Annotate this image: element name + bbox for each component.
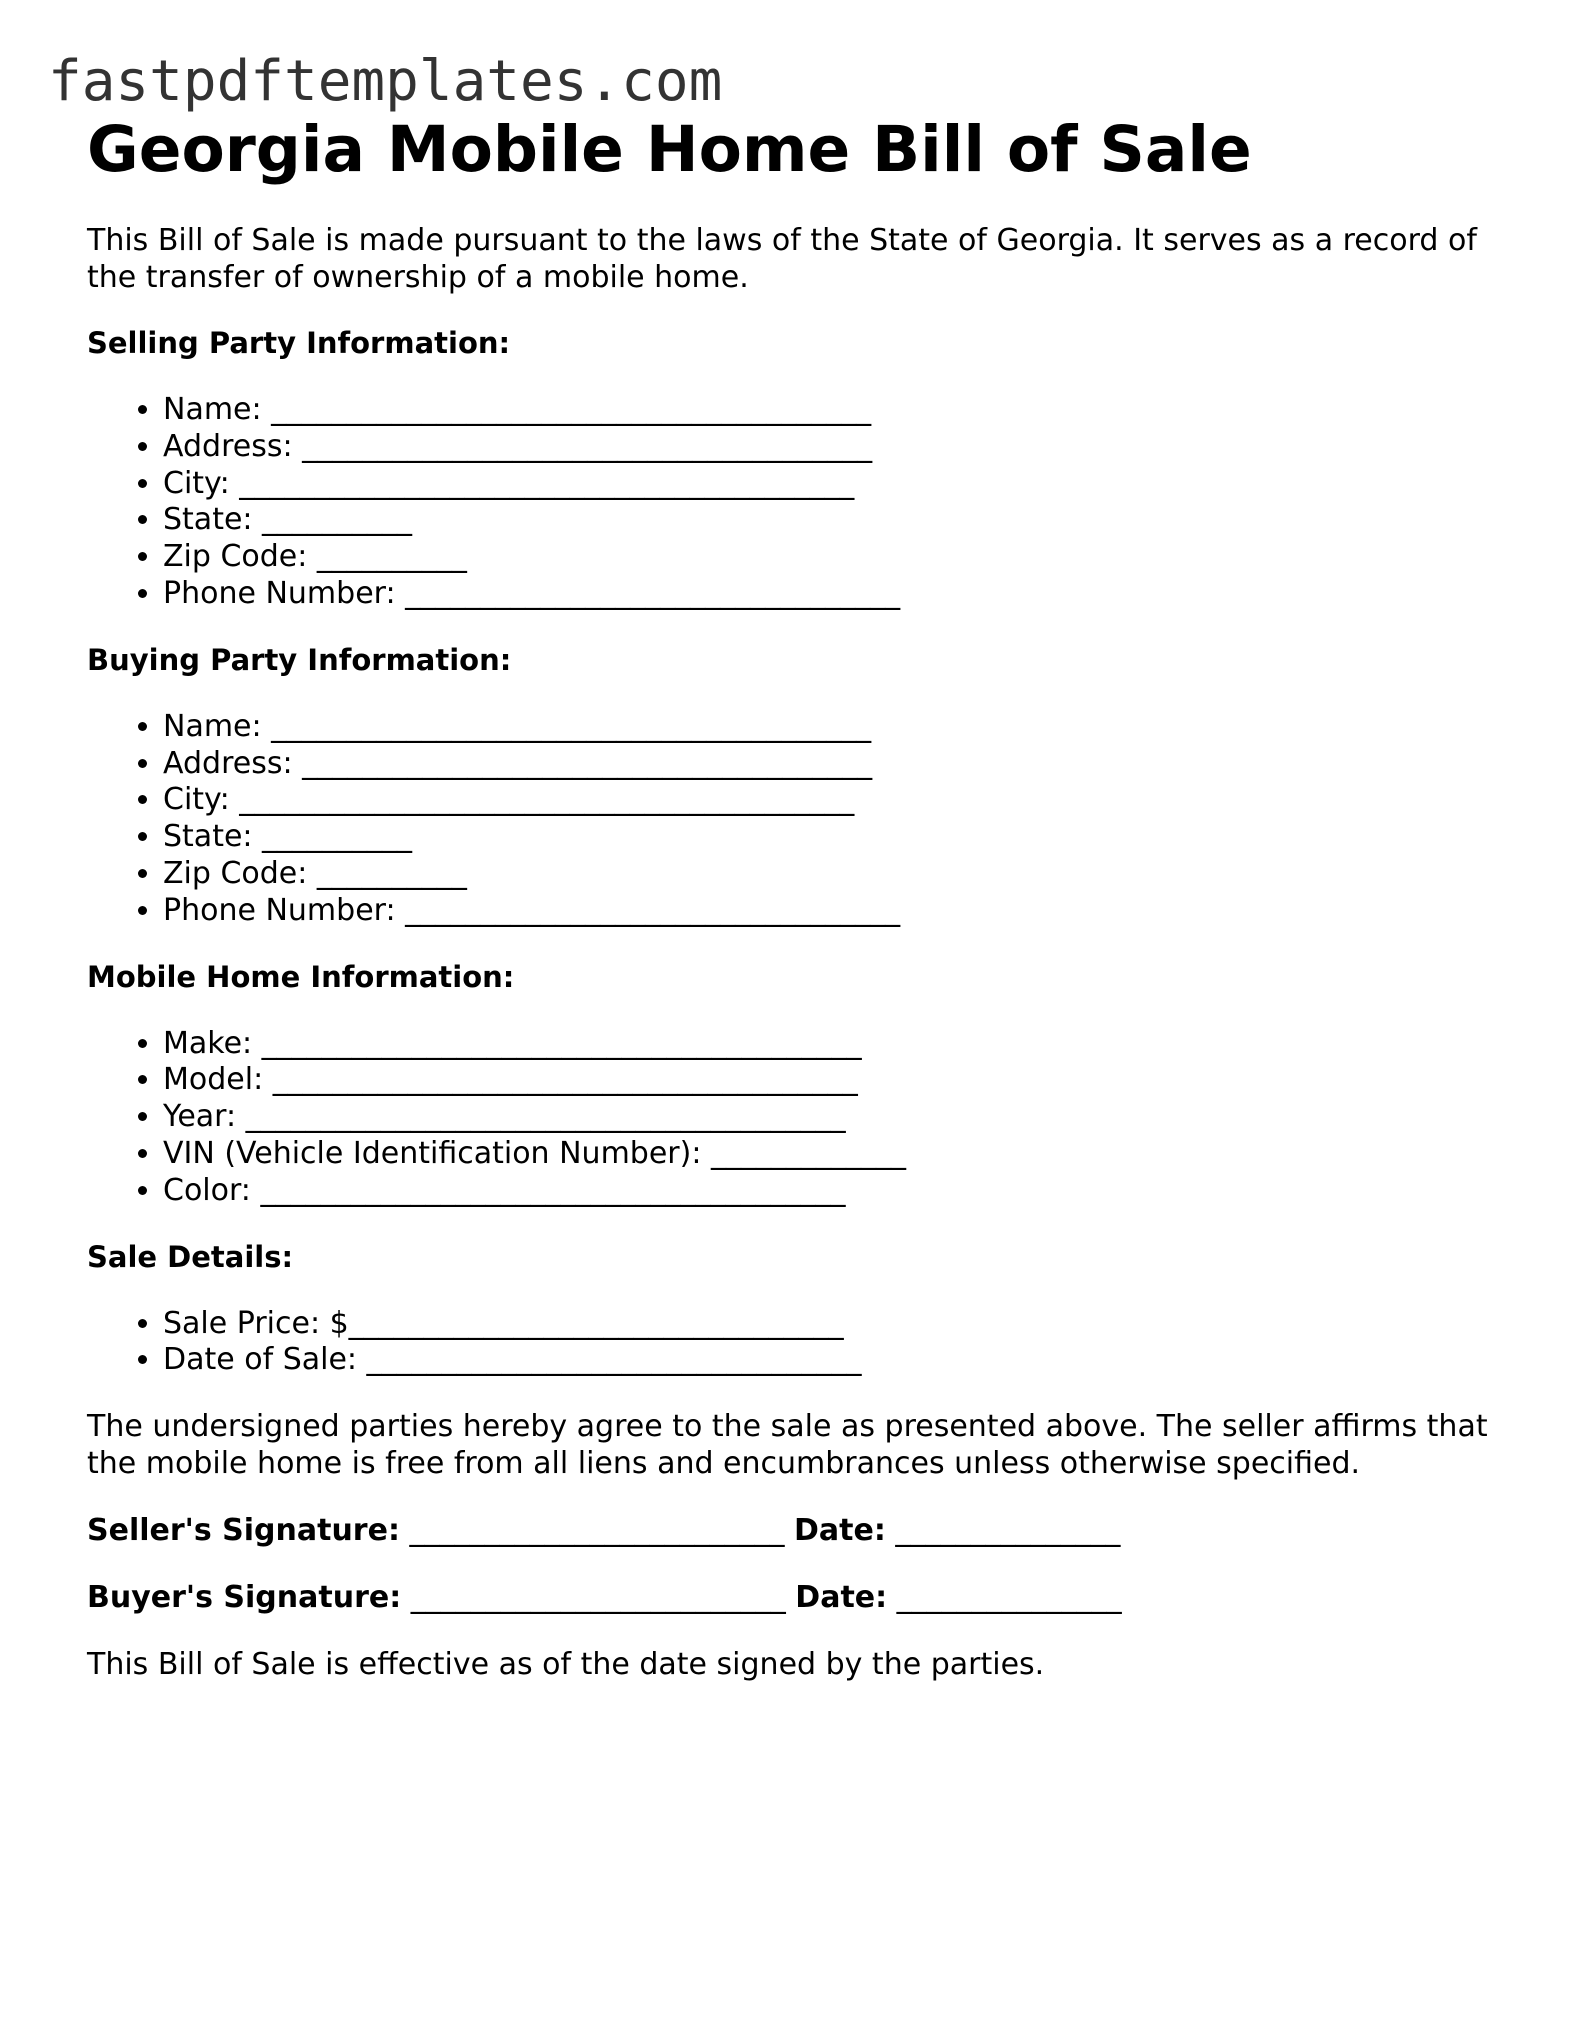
vin-field[interactable]: • VIN (Vehicle Identification Number): _____________ (163, 1136, 1497, 1173)
sale-date-field[interactable]: • Date of Sale: _________________________________ (163, 1342, 1497, 1379)
buyer-city-field[interactable]: • City: _________________________________________ (163, 782, 1497, 819)
effective-statement: This Bill of Sale is effective as of the date signed by the parties. (87, 1647, 1045, 1683)
buyer-signature-label: Buyer's Signature: (87, 1580, 402, 1616)
mobile-home-field-list (87, 1026, 1497, 1210)
document-body (87, 108, 1497, 1683)
year-field[interactable]: • Year: ________________________________________ (163, 1099, 1497, 1136)
seller-date-label: Date: (794, 1513, 886, 1549)
buyer-zip-field[interactable]: • Zip Code: __________ (163, 856, 1497, 893)
seller-section-heading: Selling Party Information: (87, 326, 511, 360)
buyer-date-label: Date: (795, 1580, 888, 1616)
model-field[interactable]: • Model: _______________________________________ (163, 1062, 1497, 1099)
sale-section-heading: Sale Details: (87, 1239, 294, 1274)
sale-price-field[interactable]: • Sale Price: $_________________________________ (163, 1306, 1497, 1343)
buyer-field-list (87, 709, 1497, 930)
seller-name-field[interactable]: • Name: ________________________________________ (163, 392, 1497, 429)
intro-paragraph: This Bill of Sale is made pursuant to the laws of the State of Georgia. It serves as a record of the transfer of ownership of a mobile home. (87, 223, 1477, 295)
buyer-phone-field[interactable]: • Phone Number: _________________________________ (163, 893, 1497, 930)
buyer-signature-line (87, 1579, 1497, 1616)
seller-signature-label: Seller's Signature: (87, 1513, 400, 1549)
seller-signature-field[interactable]: _________________________ (399, 1513, 795, 1549)
agreement-paragraph: The undersigned parties hereby agree to the sale as presented above. The seller affirms that the mobile home is free from all liens and encumbrances unless otherwise specified. (87, 1409, 1488, 1482)
seller-phone-field[interactable]: • Phone Number: _________________________________ (163, 576, 1497, 613)
seller-zip-field[interactable]: • Zip Code: __________ (163, 539, 1497, 576)
buyer-section-heading: Buying Party Information: (87, 642, 512, 677)
buyer-date-field[interactable]: _______________ (887, 1580, 1122, 1616)
watermark-text: fastpdftemplates.com (48, 49, 723, 114)
mobile-home-section-heading: Mobile Home Information: (87, 959, 515, 994)
buyer-state-field[interactable]: • State: __________ (163, 819, 1497, 856)
seller-signature-line (87, 1512, 1497, 1549)
seller-state-field[interactable]: • State: __________ (163, 502, 1497, 539)
buyer-signature-field[interactable]: _________________________ (401, 1580, 796, 1616)
seller-field-list (87, 392, 1497, 613)
buyer-name-field[interactable]: • Name: ________________________________________ (163, 709, 1497, 746)
color-field[interactable]: • Color: _______________________________________ (163, 1173, 1497, 1210)
sale-field-list (87, 1306, 1497, 1380)
seller-date-field[interactable]: _______________ (885, 1513, 1121, 1549)
buyer-address-field[interactable]: • Address: ______________________________________ (163, 746, 1497, 783)
document-title: Georgia Mobile Home Bill of Sale (87, 113, 1252, 186)
seller-city-field[interactable]: • City: _________________________________________ (163, 466, 1497, 503)
make-field[interactable]: • Make: ________________________________________ (163, 1026, 1497, 1063)
seller-address-field[interactable]: • Address: ______________________________________ (163, 429, 1497, 466)
